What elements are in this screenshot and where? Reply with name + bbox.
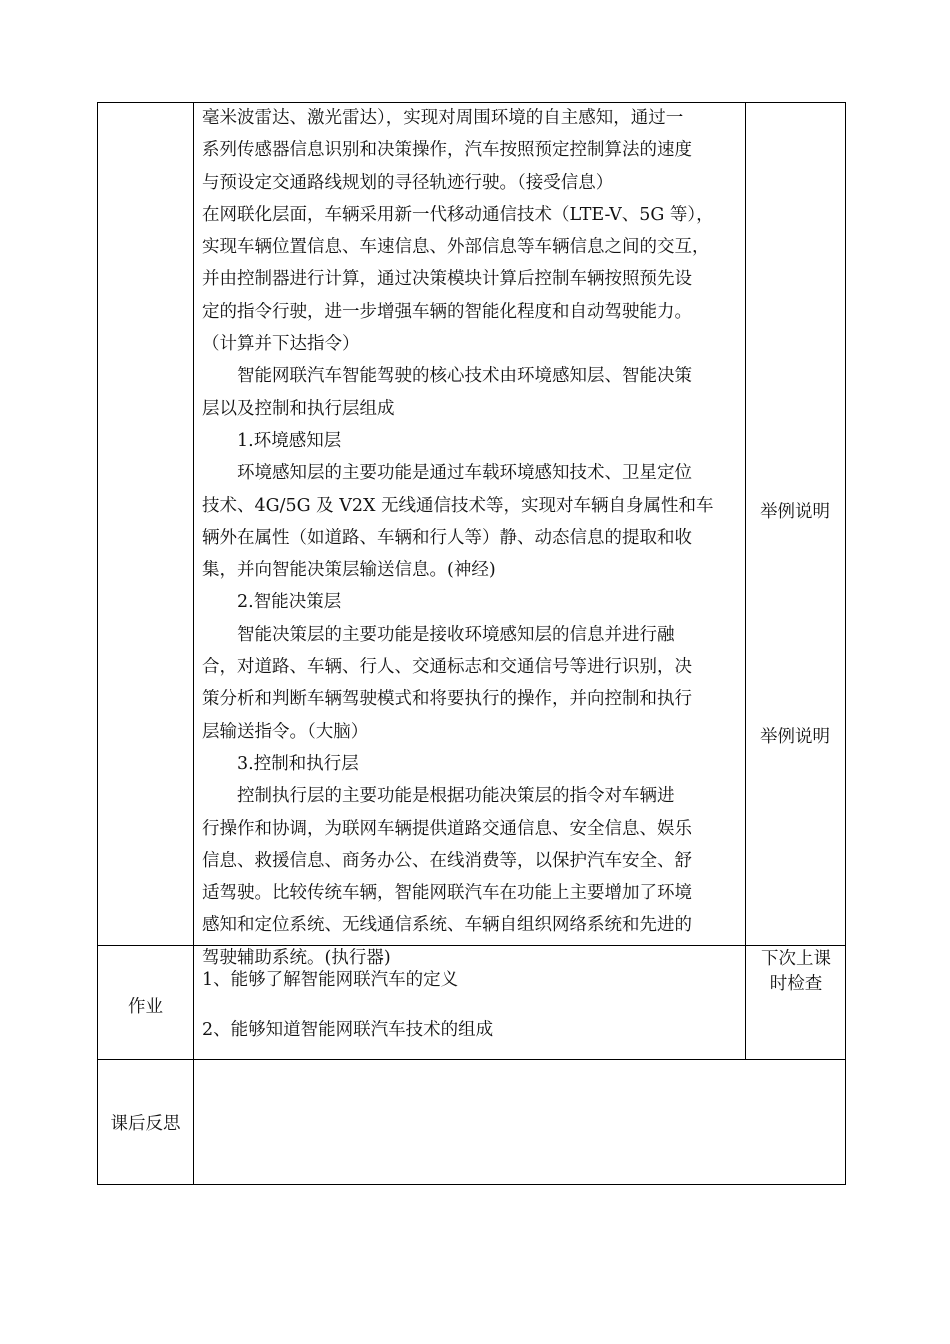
content-line: 技术、4G/5G 及 V2X 无线通信技术等，实现对车辆自身属性和车	[202, 495, 714, 516]
content-line: （计算并下达指令）	[202, 334, 360, 355]
content-line: 环境感知层的主要功能是通过车载环境感知技术、卫星定位	[202, 463, 692, 484]
content-line: 毫米波雷达、激光雷达），实现对周围环境的自主感知，通过一	[202, 108, 684, 128]
content-line: 控制执行层的主要功能是根据功能决策层的指令对车辆进	[202, 786, 675, 807]
content-line: 层以及控制和执行层组成	[202, 398, 395, 419]
content-line: 实现车辆位置信息、车速信息、外部信息等车辆信息之间的交互，	[202, 237, 710, 258]
content-line: 感知和定位系统、无线通信系统、车辆自组织网络系统和先进的	[202, 915, 692, 936]
section-heading: 2.智能决策层	[202, 592, 342, 613]
example-note-2: 举例说明	[760, 727, 830, 747]
content-line: 定的指令行驶，进一步增强车辆的智能化程度和自动驾驶能力。	[202, 301, 692, 322]
table-divider-label	[193, 102, 194, 1185]
content-line: 系列传感器信息识别和决策操作，汽车按照预定控制算法的速度	[202, 140, 692, 161]
content-line: 策分析和判断车辆驾驶模式和将要执行的操作，并向控制和执行	[202, 689, 692, 710]
content-line: 智能网联汽车智能驾驶的核心技术由环境感知层、智能决策	[202, 366, 692, 387]
example-note-1: 举例说明	[760, 502, 830, 522]
homework-item-1: 1、能够了解智能网联汽车的定义	[202, 970, 459, 990]
content-line: 辆外在属性（如道路、车辆和行人等）静、动态信息的提取和收	[202, 527, 692, 548]
content-line: 适驾驶。比较传统车辆，智能网联汽车在功能上主要增加了环境	[202, 883, 692, 904]
content-line: 合，对道路、车辆、行人、交通标志和交通信号等进行识别，决	[202, 657, 692, 678]
content-line: 层输送指令。（大脑）	[202, 721, 369, 742]
table-border-left	[97, 102, 98, 1185]
lesson-content	[202, 102, 742, 974]
content-line: 行操作和协调，为联网车辆提供道路交通信息、安全信息、娱乐	[202, 818, 692, 839]
section-heading: 1.环境感知层	[202, 430, 342, 451]
content-line: 信息、救援信息、商务办公、在线消费等，以保护汽车安全、舒	[202, 850, 692, 871]
row-divider-reflection	[97, 1059, 846, 1060]
homework-item-2: 2、能够知道智能网联汽车技术的组成	[202, 1020, 494, 1040]
homework-label: 作业	[128, 997, 163, 1017]
content-line: 与预设定交通路线规划的寻径轨迹行驶。（接受信息）	[202, 172, 614, 193]
section-heading: 3.控制和执行层	[202, 753, 359, 774]
content-line: 在网联化层面，车辆采用新一代移动通信技术（LTE-V、5G 等），	[202, 204, 714, 225]
content-line: 智能决策层的主要功能是接收环境感知层的信息并进行融	[202, 624, 675, 645]
table-divider-note	[745, 102, 746, 1059]
content-line: 驾驶辅助系统。(执行器)	[202, 947, 391, 968]
content-line: 集，并向智能决策层输送信息。(神经)	[202, 560, 496, 581]
table-border-bottom	[97, 1184, 846, 1185]
table-border-right	[845, 102, 846, 1185]
reflection-label: 课后反思	[110, 1114, 181, 1134]
homework-check-note: 下次上课时检查	[761, 949, 831, 994]
content-line: 并由控制器进行计算，通过决策模块计算后控制车辆按照预先设	[202, 269, 692, 290]
